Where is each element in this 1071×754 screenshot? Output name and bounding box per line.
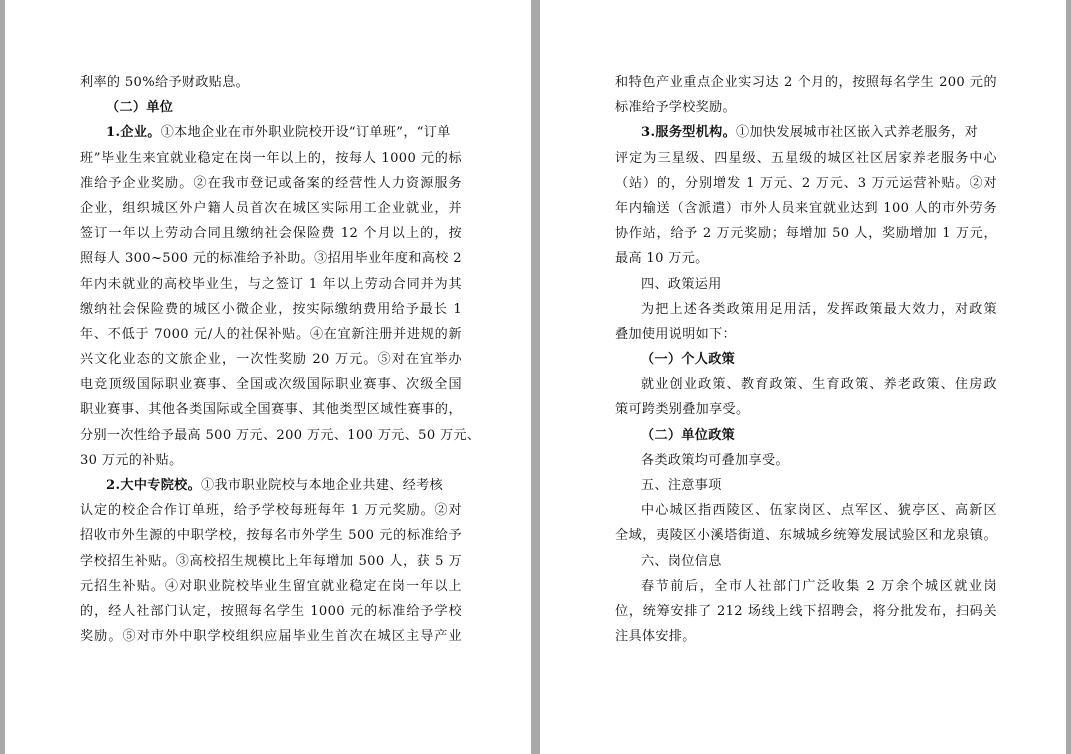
item-label: 1.企业。 — [106, 125, 161, 141]
text-line: 全域，夷陵区小溪塔街道、东城城乡统筹发展试验区和龙泉镇。 — [615, 528, 997, 544]
text-line: 和特色产业重点企业实习达 2 个月的，按照每名学生 200 元的 — [615, 75, 997, 90]
section-heading: 五、注意事项 — [641, 478, 722, 493]
section-heading: 四、政策运用 — [641, 276, 722, 292]
item-text: ①我市职业院校与本地企业共建、经考核 — [201, 478, 444, 493]
document-page-left — [5, 0, 531, 754]
text-line: 电竞顶级国际职业赛事、全国或次级国际职业赛事、次级全国 — [80, 377, 462, 393]
text-line: 年、不低于 7000 元/人的社保补贴。④在宜新注册并进规的新 — [80, 326, 462, 342]
text-line: 签订一年以上劳动合同且缴纳社会保险费 12 个月以上的，按 — [80, 226, 462, 242]
text-line: 的，经人社部门认定，按照每名学生 1000 元的标准给予学校 — [80, 603, 462, 619]
text-line: 招收市外生源的中职学校，按每名市外学生 500 元的标准给予 — [80, 528, 462, 544]
text-line: 标准给予学校奖励。 — [615, 100, 736, 116]
text-line — [615, 120, 997, 145]
document-page-right — [540, 0, 1066, 754]
text-line: 各类政策均可叠加享受。 — [641, 452, 789, 468]
item-label: 3.服务型机构。 — [641, 125, 737, 141]
text-line: 分别一次性给予最高 500 万元、200 万元、100 万元、50 万元、 — [80, 427, 481, 443]
page-text-right — [615, 70, 997, 649]
text-line: 年内输送（含派遣）市外人员来宜就业达到 100 人的市外劳务 — [615, 200, 997, 216]
item-text: ①加快发展城市社区嵌入式养老服务，对 — [736, 125, 979, 141]
text-line: 春节前后，全市人社部门广泛收集 2 万余个城区就业岗 — [641, 578, 997, 594]
item-text: ①本地企业在市外职业院校开设“订单班”，“订单 — [160, 125, 451, 141]
text-line — [80, 120, 462, 145]
text-line: 企业，组织城区外户籍人员首次在城区实际用工企业就业，并 — [80, 200, 462, 216]
text-line: 年内未就业的高校毕业生，与之签订 1 年以上劳动合同并为其 — [80, 276, 462, 292]
text-line: 兴文化业态的文旅企业，一次性奖励 20 万元。⑤对在宜举办 — [80, 352, 462, 368]
text-line: 元招生补贴。④对职业院校毕业生留宜就业稳定在岗一年以上 — [80, 578, 462, 594]
text-line: 位，统筹安排了 212 场线上线下招聘会，将分批发布，扫码关 — [615, 603, 997, 619]
text-line: 学校招生补贴。③高校招生规模比上年每增加 500 人，获 5 万 — [80, 553, 462, 569]
text-line: 照每人 300~500 元的标准给予补助。③招用毕业年度和高校 2 — [80, 251, 462, 267]
text-line: 30 万元的补贴。 — [80, 452, 183, 468]
subheading: （一）个人政策 — [641, 352, 736, 368]
subheading: （二）单位 — [106, 100, 174, 116]
text-line — [80, 473, 462, 498]
text-line: 缴纳社会保险费的城区小微企业，按实际缴纳费用给予最长 1 — [80, 301, 462, 317]
text-line: 准给予企业奖励。②在我市登记或备案的经营性人力资源服务 — [80, 175, 462, 191]
text-line: 注具体安排。 — [615, 629, 696, 645]
text-line: 就业创业政策、教育政策、生育政策、养老政策、住房政 — [641, 377, 997, 393]
text-line: 中心城区指西陵区、伍家岗区、点军区、猇亭区、高新区 — [641, 503, 997, 519]
text-line: （站）的，分别增发 1 万元、2 万元、3 万元运营补贴。②对 — [615, 175, 997, 191]
text-line: 策可跨类别叠加享受。 — [615, 402, 750, 418]
text-line: 班”毕业生来宜就业稳定在岗一年以上的，按每人 1000 元的标 — [80, 150, 462, 166]
page-text-left — [80, 70, 481, 649]
text-line: 利率的 50%给予财政贴息。 — [80, 75, 250, 90]
subheading: （二）单位政策 — [641, 427, 736, 443]
text-line: 为把上述各类政策用足用活，发挥政策最大效力，对政策 — [641, 301, 997, 317]
text-line: 叠加使用说明如下： — [615, 326, 736, 342]
section-heading: 六、岗位信息 — [641, 553, 722, 569]
text-line: 奖励。⑤对市外中职学校组织应届毕业生首次在城区主导产业 — [80, 629, 462, 645]
text-line: 评定为三星级、四星级、五星级的城区社区居家养老服务中心 — [615, 150, 997, 166]
item-label: 2.大中专院校。 — [106, 478, 202, 493]
text-line: 最高 10 万元。 — [615, 251, 709, 267]
text-line: 职业赛事、其他各类国际或全国赛事、其他类型区域性赛事的， — [80, 402, 462, 418]
text-line: 协作站，给予 2 万元奖励；每增加 50 人，奖励增加 1 万元， — [615, 226, 997, 242]
text-line: 认定的校企合作订单班，给予学校每班每年 1 万元奖励。②对 — [80, 503, 462, 519]
